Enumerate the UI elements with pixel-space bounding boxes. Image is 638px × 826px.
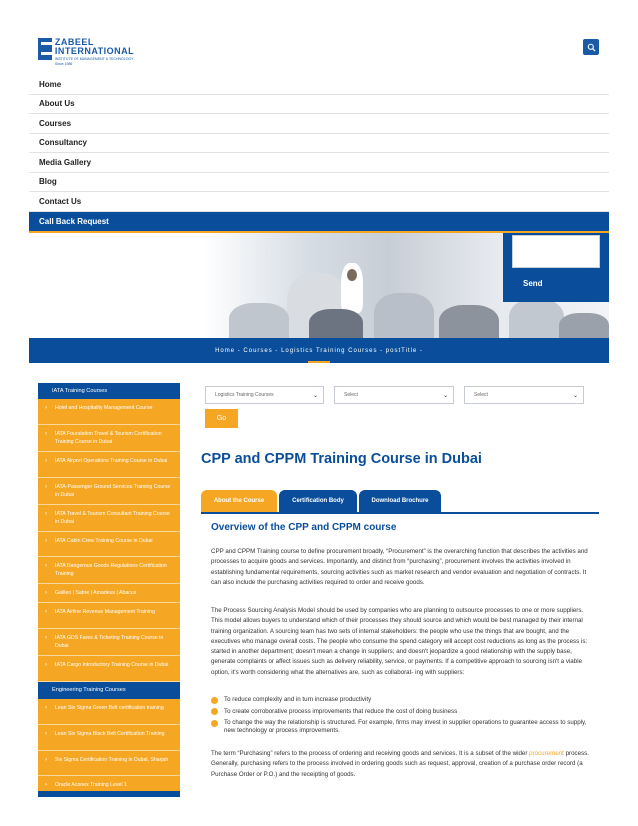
chevron-right-icon: › [45,704,47,711]
tab-download-brochure[interactable]: Download Brochure [359,490,441,512]
benefit-list [211,696,593,739]
chevron-right-icon: › [45,563,47,570]
brand-name: ZABEEL INTERNATIONAL [54,37,135,56]
paragraph-1: CPP and CPPM Training course to define procurement broadly, “Procurement” is the overarching function that describes the activities and processes to acquire goods and services. Importantly, and distinct from “purchasing”, procurement involves the activities involved in establishing fundamental requirements, sourcing activities such as market research and vendor evaluation and negotiation of contracts. It can also include the purchasing activities required to order and receive goods. [211,548,588,586]
nav-item-about[interactable]: About Us [29,95,609,115]
paragraph-3: The term “Purchasing” refers to the process of ordering and receiving goods and services. It is a subset of the wider procurement process. Generally, purchasing refers to the process involved in ordering goods such as request, approval, creation of a purchase order record (a Purchase Order or P.O.) and the receipting of goods. [211,750,589,778]
chevron-right-icon: › [45,756,47,763]
sidebar-item[interactable]: › IATA Travel & Tourism Consultant Training Course in Dubai [38,505,180,532]
callback-form [503,233,609,302]
chevron-right-icon: › [45,730,47,737]
sidebar-item[interactable]: › IATA Airline Revenue Management Training [38,603,180,629]
chevron-right-icon: › [45,457,47,464]
chevron-right-icon: › [45,635,47,642]
sidebar-item[interactable]: › Lean Six Sigma Green Belt certification training [38,699,180,725]
chevron-right-icon: › [45,483,47,490]
list-item: To create corroborative process improvements that reduce the cost of doing business [211,708,593,716]
list-item: To reduce complexity and in turn increase productivity [211,696,593,704]
chevron-down-icon: ⌄ [572,392,578,399]
overview-heading: Overview of the CPP and CPPM course [211,522,397,533]
tab-certification-body[interactable]: Certification Body [279,490,357,512]
course-select[interactable]: Select ⌄ [334,386,454,404]
search-button[interactable] [583,39,599,55]
procurement-link[interactable]: procurement [529,750,564,757]
chevron-right-icon: › [45,590,47,597]
nav-item-consultancy[interactable]: Consultancy [29,134,609,154]
chevron-right-icon: › [45,405,47,411]
call-back-request-link[interactable]: Call Back Request [29,212,609,233]
sidebar-item[interactable]: › Six Sigma Certification Training in Dubai, Sharjah [38,751,180,777]
nav-item-courses[interactable]: Courses [29,114,609,134]
course-tabs [201,490,443,512]
bullet-dot-icon [211,697,218,704]
sidebar-item[interactable]: › IATA Cargo Introductory Training Course in Dubai [38,656,180,682]
sidebar-item[interactable]: › Oracle Aconex Training Level 1 [38,776,180,796]
send-button[interactable]: Send [523,279,543,288]
sidebar-item[interactable]: › IATA-Passenger Ground Services Training Course in Dubai [38,478,180,505]
page-title: CPP and CPPM Training Course in Dubai [201,451,482,467]
breadcrumb-accent [308,361,330,363]
sidebar-heading-engineering[interactable]: Engineering Training Courses [38,682,180,699]
chevron-down-icon: ⌄ [442,392,448,399]
search-icon [587,43,596,52]
nav-item-media-gallery[interactable]: Media Gallery [29,153,609,173]
brand-since: Since 1986 [54,61,73,66]
chevron-right-icon: › [45,782,47,789]
bullet-dot-icon [211,720,218,727]
bullet-dot-icon [211,708,218,715]
breadcrumb [29,338,609,363]
nav-item-contact[interactable]: Contact Us [29,192,609,212]
sidebar-heading-iata[interactable]: IATA Training Courses [38,383,180,399]
sidebar-item[interactable]: › Galileo | Sabre | Amadeus | Abacus [38,584,180,603]
location-select[interactable]: Select ⌄ [464,386,584,404]
sidebar-item[interactable]: › IATA Cabin Crew Training Course in Dubai [38,532,180,558]
sidebar-footer-bar [38,791,180,797]
chevron-down-icon: ⌄ [312,392,318,399]
course-sidebar [38,383,180,797]
sidebar-item[interactable]: › IATA GDS Fares & Ticketing Training Course in Dubai [38,629,180,656]
paragraph-2: The Process Sourcing Analysis Model should be used by companies who are planning to outsource processes to one or more suppliers. This model allows buyers to understand which of their processes they should source and which would be best managed by their internal training organization. A sourcing team has two sets of internal stakeholders: the people who use the things that are bought, and the executives who manage overall costs. The people who consume the spend category will accept cost reductions as long as the process is: started in another department; doesn't mean a change in suppliers; and doesn't jeopardize a good relationship with the supply base, generate complaints or affect issues such as delivery reliability, service, or payments. If a competitive approach to sourcing isn't a viable option, it's worth considering what the alternatives are, such as collaborat- ing with suppliers: [211,607,588,676]
nav-item-blog[interactable]: Blog [29,173,609,193]
sidebar-item[interactable]: › Hotel and Hospitality Management Course [38,399,180,425]
tab-about-course[interactable]: About the Course [201,490,277,512]
course-category-select[interactable]: Logistics Training Courses ⌄ [205,386,324,404]
brand-logo[interactable] [38,38,148,72]
list-item: To change the way the relationship is structured. For example, firms may invest in supplier operations to guarantee access to supply, new technology or process improvements. [211,719,593,735]
chevron-right-icon: › [45,430,47,437]
go-button[interactable]: Go [205,409,238,428]
nav-item-home[interactable]: Home [29,75,609,95]
chevron-right-icon: › [45,662,47,669]
chevron-right-icon: › [45,510,47,517]
chevron-right-icon: › [45,609,47,616]
breadcrumb-text[interactable]: Home - Courses - Logistics Training Courses - postTitle - [215,347,423,354]
sidebar-item[interactable]: › IATA Dangerous Goods Regulations Certification Training [38,557,180,584]
sidebar-item[interactable]: › IATA Foundation Travel & Tourism Certification Training Course in Dubai [38,425,180,452]
chevron-right-icon: › [45,537,47,544]
sidebar-item[interactable]: › Lean Six Sigma Black Belt Certification Training [38,725,180,751]
logo-mark-icon [38,38,52,60]
brand-subtitle: INSTITUTE OF MANAGEMENT & TECHNOLOGY [54,57,134,61]
sidebar-item[interactable]: › IATA Airport Operations Training Course in Dubai [38,452,180,478]
tab-underline [201,512,599,514]
main-nav [29,75,609,233]
callback-input[interactable] [512,235,600,268]
